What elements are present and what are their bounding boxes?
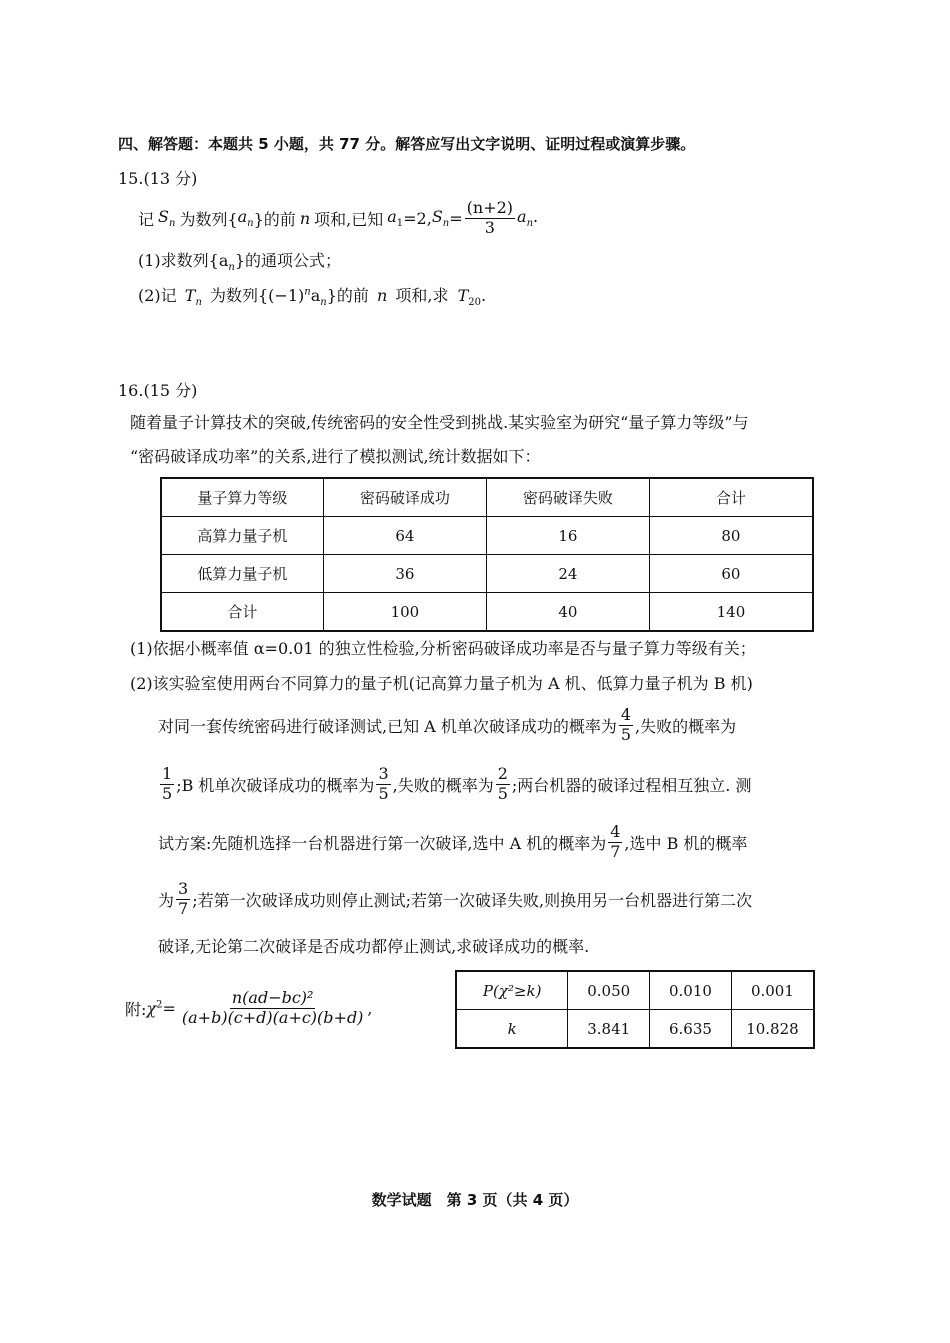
q16-intro-line2: “密码破译成功率”的关系,进行了模拟测试,统计数据如下： [130,447,541,466]
page-footer: 数学试题 第 3 页（共 4 页） [371,1191,579,1209]
table-row [161,555,813,593]
table-cell: 6.635 [650,1010,732,1049]
table-cell: 64 [323,517,486,555]
table-cell: 高算力量子机 [161,517,323,555]
table-cell: 0.001 [731,971,814,1010]
table-row [161,593,813,632]
table-cell: 36 [323,555,486,593]
fraction: $\frac{1}{5}$ [162,763,173,803]
table-row [161,517,813,555]
fraction: $\frac{3}{5}$ [378,763,389,803]
table-header-cell: 密码破译成功 [323,478,486,517]
q16-number: 16.(15 分) [118,381,198,400]
q16-part2-line5: 为 $\frac{3}{7}$ ;若第一次破译成功则停止测试;若第一次破译失败,则换用另一台机器进行第二次 [158,878,753,918]
q15-fraction: $\frac{(n+2)}{3}$ [466,197,514,237]
q15-number: 15.(13 分) [118,169,198,188]
fraction: $\frac{2}{5}$ [497,763,508,803]
table-header-cell: 量子算力等级 [161,478,323,517]
chi-square-formula: 附: $\chi^2=$ $\frac{\text{n(ad−bc)²}}{(a+b)(c+d)(a+c)(b+d)}$ , [125,987,373,1027]
table-cell: 合计 [161,593,323,632]
table-cell: 0.050 [568,971,650,1010]
table-cell: 16 [486,517,649,555]
table-cell: 0.010 [650,971,732,1010]
q15-part1: (1)求数列$\{a_n\}$的通项公式； [138,251,342,274]
table-cell: 80 [649,517,813,555]
q16-part1: (1)依据小概率值 α=0.01 的独立性检验,分析密码破译成功率是否与量子算力等级有关； [130,639,756,658]
table-cell: 140 [649,593,813,632]
fraction: $\frac{4}{7}$ [610,821,621,861]
table-cell: k [456,1010,568,1049]
q15-stem: 记 $S_n$ 为数列{ $a_n$ }的前 n 项和,已知 $a_1$ =2, $S_n$ = $\frac{(n+2)}{3}$ $a_n$. [138,197,539,237]
q16-part2-line1: (2)该实验室使用两台不同算力的量子机(记高算力量子机为 A 机、低算力量子机为 B 机) [130,674,753,693]
q16-intro-line1: 随着量子计算技术的突破,传统密码的安全性受到挑战.某实验室为研究“量子算力等级”与 [130,413,749,432]
critical-value-table [455,970,815,1049]
q16-part2-line6: 破译,无论第二次破译是否成功都停止测试,求破译成功的概率. [158,937,590,956]
table-header-cell: 合计 [649,478,813,517]
q16-data-table [160,477,814,632]
table-cell: 60 [649,555,813,593]
fraction: $\frac{3}{7}$ [178,878,189,918]
table-cell: 10.828 [731,1010,814,1049]
q15-part2: (2)记 $T_n$ 为数列$\{(-1)^na_n\}$的前 n 项和,求 $T_{20}$. [138,286,487,309]
table-cell: 40 [486,593,649,632]
table-cell: 低算力量子机 [161,555,323,593]
table-row [456,971,814,1010]
table-row [456,1010,814,1049]
formula-fraction: $\frac{\text{n(ad−bc)²}}{(a+b)(c+d)(a+c)(b+d)}$ [181,987,364,1027]
fraction: $\frac{4}{5}$ [620,704,632,744]
table-cell: 3.841 [568,1010,650,1049]
section-header: 四、解答题：本题共 5 小题，共 77 分。解答应写出文字说明、证明过程或演算步骤。 [118,135,696,153]
table-cell: P(χ²≥k) [456,971,568,1010]
table-header-cell: 密码破译失败 [486,478,649,517]
q16-part2-line4: 试方案:先随机选择一台机器进行第一次破译,选中 A 机的概率为 $\frac{4}{7}$ ,选中 B 机的概率 [158,821,748,861]
table-cell: 100 [323,593,486,632]
table-cell: 24 [486,555,649,593]
q16-part2-line3: $\frac{1}{5}$ ;B 机单次破译成功的概率为 $\frac{3}{5}$ ,失败的概率为 $\frac{2}{5}$ ;两台机器的破译过程相互独立. 测 [162,763,752,803]
q16-part2-line2: 对同一套传统密码进行破译测试,已知 A 机单次破译成功的概率为 $\frac{4}{5}$ ,失败的概率为 [158,704,737,744]
table-header-row [161,478,813,517]
